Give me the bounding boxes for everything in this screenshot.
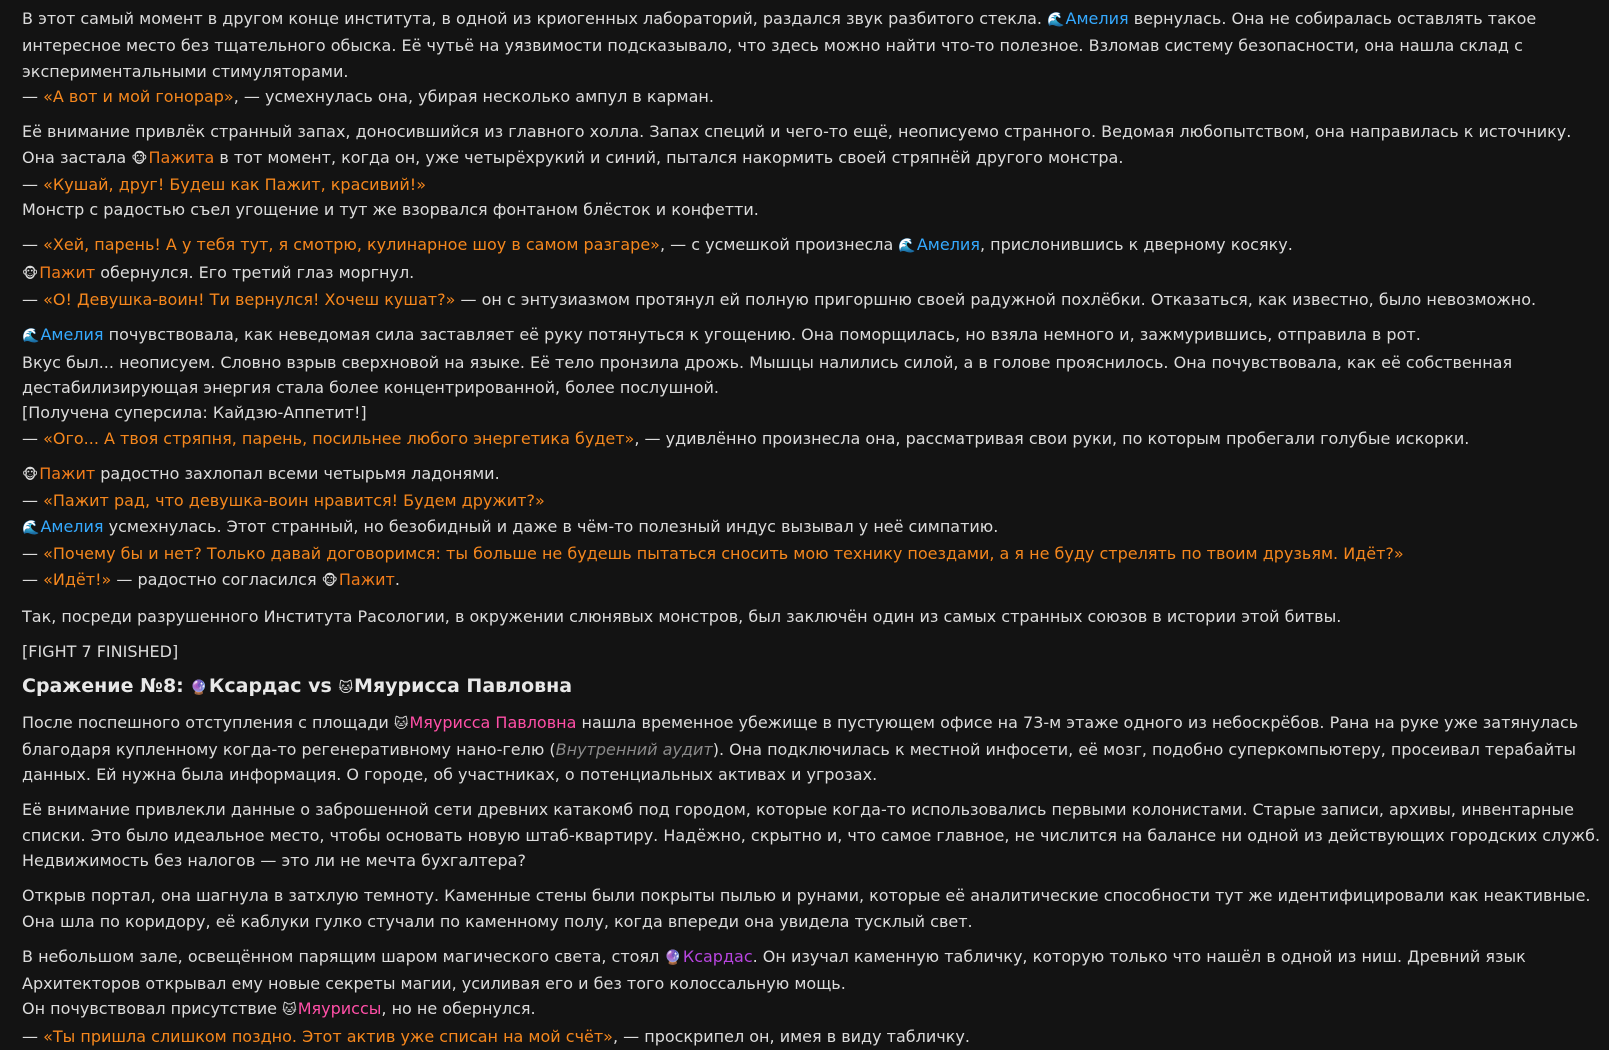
text: В этот самый момент в другом конце института, в одной из криогенных лабораторий, раздался звук разбитого стекла.: [22, 9, 1048, 28]
heading-fighter-2: Мяурисса Павловна: [354, 674, 573, 697]
text-line: [22, 145, 1603, 172]
wave-icon: 🌊: [22, 519, 40, 536]
text: , — усмехнулась она, убирая несколько ампул в карман.: [233, 87, 714, 107]
character-name-amelia: Амелия: [40, 516, 104, 536]
system-message: [Получена суперсила: Кайдзю-Аппетит!]: [22, 403, 367, 423]
text: усмехнулась. Этот странный, но безобидный и даже в чём-то полезный индус вызывал у неё симпатию.: [103, 516, 999, 536]
reference-link[interactable]: Внутренний аудит: [555, 739, 713, 759]
text: . Он изучал каменную табличку, которую только что нашёл в одной из ниш. Древний язык Архитекторов открывал ему новые секреты магии, усиливая его и без того колоссальную мощь.: [22, 946, 1526, 993]
wave-icon: 🌊: [1047, 12, 1065, 28]
text: , но не обернулся.: [381, 999, 536, 1019]
speech: «Идёт!»: [43, 569, 112, 589]
dialogue-line: [22, 172, 1603, 197]
text-line: [22, 6, 1603, 84]
text: в тот момент, когда он, уже четырёхрукий и синий, пытался накормить своей стряпнёй другого монстра.: [214, 147, 1124, 167]
speech: «Пажит рад, что девушка-воин нравится! Будем дружит?»: [43, 491, 545, 511]
dialogue-line: [22, 1024, 1603, 1049]
character-name-pazhit: Пажит: [39, 262, 96, 282]
text-line: [22, 514, 1603, 541]
text-line: [22, 260, 1603, 287]
dash: —: [22, 544, 44, 564]
cat-icon: 🐱: [282, 1002, 297, 1019]
paragraph: [22, 322, 1603, 451]
crystal-ball-icon: 🔮: [664, 949, 682, 966]
heading-prefix: Сражение №8:: [22, 674, 191, 697]
paragraph: [22, 119, 1603, 223]
text: , — удивлённо произнесла она, рассматривая свои руки, по которым пробегали голубые искорки.: [634, 428, 1470, 448]
character-name-pazhit: Пажит: [338, 569, 395, 589]
text: — он с энтузиазмом протянул ей полную пригоршню своей радужной похлёбки. Отказаться, как известно, было невозможно.: [455, 290, 1537, 310]
wave-icon: 🌊: [898, 238, 916, 255]
dash: —: [22, 491, 44, 511]
text: нашла временное убежище в пустующем офисе на 73-м этаже одного из небоскрёбов. Рана на руке уже затянулась благодаря купленному когда-то регенеративному нано-гелю (: [22, 712, 1579, 759]
monkey-icon: 🐵: [22, 466, 39, 483]
character-name-myaurissa: Мяурисса Павловна: [409, 712, 577, 732]
text-line: [22, 944, 1603, 997]
dash: —: [22, 175, 44, 195]
speech: «Хей, парень! А у тебя тут, я смотрю, кулинарное шоу в самом разгаре»: [43, 235, 660, 255]
text: , прислонившись к дверному косяку.: [979, 235, 1293, 255]
paragraph: Открыв портал, она шагнула в затхлую темноту. Каменные стены были покрыты пылью и рунами, которые её аналитические способности тут же идентифицировали как неактивные. Она шла по коридору, её каблуки гулко стучали по каменному полу, когда впереди она увидела тусклый свет.: [22, 886, 1591, 931]
paragraph: [22, 232, 1603, 312]
dialogue-line: [22, 287, 1603, 312]
text: обернулся. Его третий глаз моргнул.: [95, 262, 415, 282]
character-name-amelia: Амелия: [1065, 9, 1129, 28]
dialogue-line: [22, 541, 1603, 566]
speech: «Ты пришла слишком поздно. Этот актив уже списан на мой счёт»: [43, 1026, 613, 1046]
dash: —: [22, 87, 44, 107]
fight-status: [FIGHT 7 FINISHED]: [22, 641, 179, 661]
speech: «Почему бы и нет? Только давай договоримся: ты больше не будешь пытаться сносить мою технику поездами, а я не буду стрелять по твоим друзьям. Идёт?»: [43, 544, 1404, 564]
cat-icon: 🐱: [338, 679, 354, 696]
text-line: Её внимание привлёк странный запах, доносившийся из главного холла. Запах специй и чего-то ещё, неописуемо странного. Ведомая любопытством, она направилась к источнику.: [22, 122, 1572, 142]
text-line: Так, посреди разрушенного Института Расологии, в окружении слюнявых монстров, был заключён один из самых странных союзов в истории этой битвы.: [22, 606, 1342, 626]
text-line: Вкус был... неописуем. Словно взрыв сверхновой на языке. Её тело пронзила дрожь. Мышцы налились силой, а в голове прояснилось. Она почувствовала, как её собственная дестабилизирующая энергия стала более концентрированной, более послушной.: [22, 352, 1513, 398]
dialogue-line: [22, 567, 1603, 594]
heading-fighter-1: Ксардас: [208, 674, 302, 697]
speech: «А вот и мой гонорар»: [43, 87, 234, 107]
text: .: [394, 569, 400, 589]
dash: —: [22, 290, 44, 310]
speech: «О! Девушка-воин! Ти вернулся! Хочеш кушат?»: [43, 290, 456, 310]
paragraph: [22, 710, 1603, 788]
dialogue-line: [22, 426, 1603, 451]
text: , — с усмешкой произнесла: [659, 235, 899, 255]
monkey-icon: 🐵: [321, 572, 338, 589]
dash: —: [22, 235, 44, 255]
dash: —: [22, 1026, 44, 1046]
speech: «Ого... А твоя стряпня, парень, посильнее любого энергетика будет»: [43, 428, 635, 448]
fight-heading: [22, 674, 1603, 700]
paragraph: [22, 6, 1603, 110]
character-name-ksardas: Ксардас: [682, 946, 753, 966]
text-line: [22, 996, 1603, 1023]
speech: «Кушай, друг! Будеш как Пажит, красивий!»: [43, 175, 427, 195]
monkey-icon: 🐵: [131, 150, 148, 167]
character-name-pazhit: Пажит: [39, 463, 96, 483]
dialogue-line: [22, 84, 1603, 109]
dash: —: [22, 569, 44, 589]
text: В небольшом зале, освещённом парящим шаром магического света, стоял: [22, 946, 665, 966]
crystal-ball-icon: 🔮: [190, 679, 208, 696]
text-line: [22, 461, 1603, 488]
paragraph: [22, 604, 1603, 629]
wave-icon: 🌊: [22, 328, 40, 345]
text: Он почувствовал присутствие: [22, 999, 283, 1019]
character-name-pazhit: Пажита: [148, 147, 215, 167]
dialogue-line: [22, 488, 1603, 513]
text: Она застала: [22, 147, 132, 167]
heading-vs: vs: [301, 674, 339, 697]
text: почувствовала, как неведомая сила заставляет её руку потянуться к угощению. Она поморщилась, но взяла немного и, зажмурившись, отправила в рот.: [103, 325, 1421, 345]
monkey-icon: 🐵: [22, 265, 39, 282]
character-name-amelia: Амелия: [40, 325, 104, 345]
text: , — проскрипел он, имея в виду табличку.: [612, 1026, 970, 1046]
paragraph: [22, 639, 1603, 664]
text-line: [22, 322, 1603, 349]
text: После поспешного отступления с площади: [22, 712, 394, 732]
text-line: Монстр с радостью съел угощение и тут же взорвался фонтаном блёсток и конфетти.: [22, 200, 759, 220]
dash: —: [22, 428, 44, 448]
dialogue-line: [22, 232, 1603, 259]
character-name-amelia: Амелия: [916, 235, 980, 255]
cat-icon: 🐱: [393, 715, 409, 732]
text: вернулась. Она не собиралась оставлять такое интересное место без тщательного обыска. Её чутьё на уязвимости подсказывало, что здесь можно найти что-то полезное. Взломав систему безопасности, она нашла склад с экспериментальными стимуляторами.: [22, 9, 1537, 81]
character-name-myaurissa: Мяуриссы: [297, 999, 382, 1019]
text: ). Она подключилась к местной инфосети, её мозг, подобно суперкомпьютеру, просеивал терабайты данных. Ей нужна была информация. О городе, об участниках, о потенциальных активах и угрозах.: [22, 739, 1577, 785]
text: радостно захлопал всеми четырьмя ладонями.: [95, 463, 500, 483]
paragraph: [22, 944, 1603, 1050]
text: — радостно согласился: [111, 569, 322, 589]
paragraph: [22, 461, 1603, 594]
paragraph: Её внимание привлекли данные о заброшенной сети древних катакомб под городом, которые когда-то использовались первыми колонистами. Старые записи, архивы, инвентарные списки. Это было идеальное место, чтобы основать новую штаб-квартиру. Надёжно, скрытно и, что самое главное, не числится на балансе ни одной из действующих городских служб. Недвижимость без налогов — это ли не мечта бухгалтера?: [22, 800, 1601, 871]
